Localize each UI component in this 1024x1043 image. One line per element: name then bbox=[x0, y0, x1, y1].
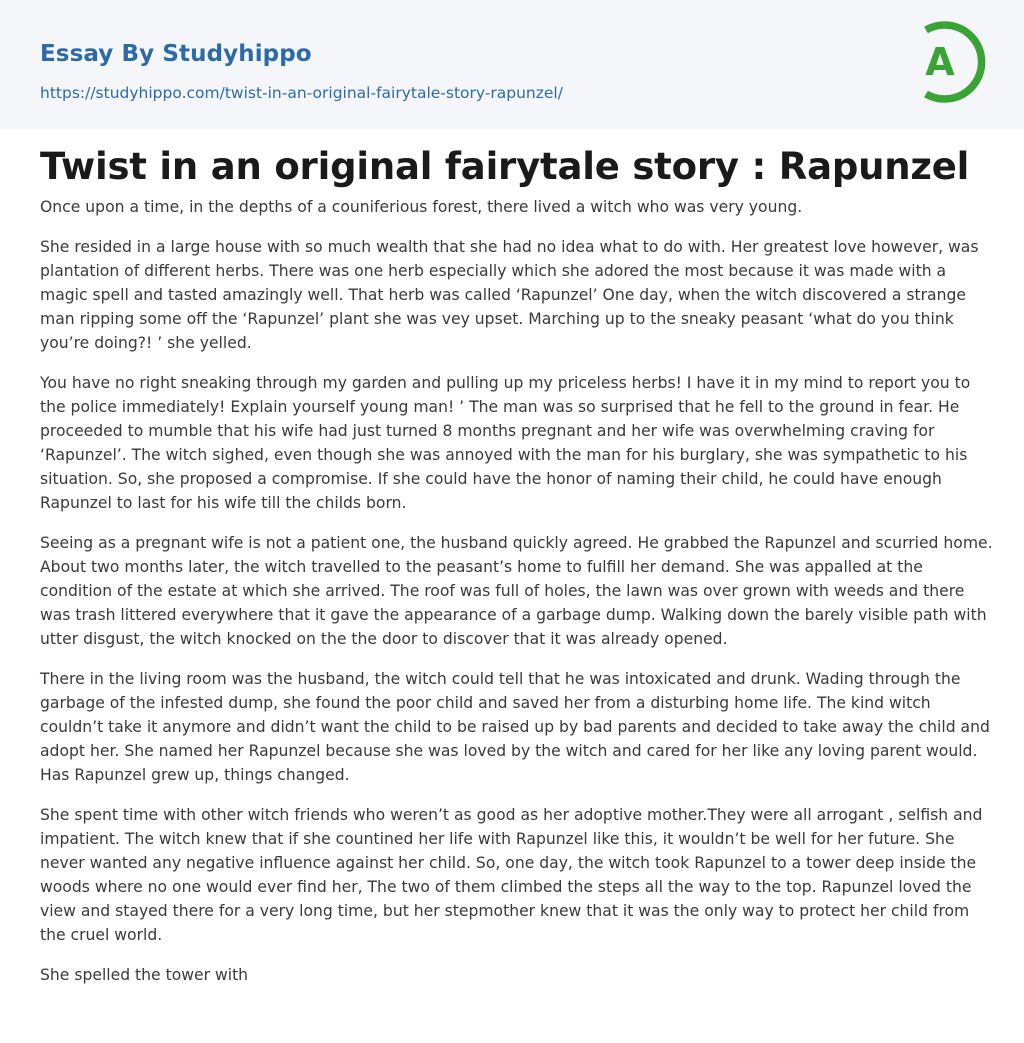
paragraph: She spent time with other witch friends who weren’t as good as her adoptive mother.They were all arrogant , selfish and impatient. The witch knew that if she countined her life with Rapunzel like this, it wouldn’t be well for her future. She never wanted any negative influence against her child. So, one day, the witch took Rapunzel to a tower deep inside the woods where no one would ever find her, The two of them climbed the steps all the way to the top. Rapunzel loved the view and stayed there for a very long time, but her stepmother knew that it was the only way to protect her child from the cruel world. bbox=[40, 806, 983, 944]
paragraph: You have no right sneaking through my garden and pulling up my priceless herbs! I have it in my mind to report you to the police immediately! Explain yourself young man! ’ The man was so surprised that he fell to the ground in fear. He proceeded to mumble that his wife had just turned 8 months pregnant and her wife was overwhelming craving for ‘Rapunzel’. The witch sighed, even though she was annoyed with the man for his burglary, she was sympathetic to his situation. So, she proposed a compromise. If she could have the honor of naming their child, he could have enough Rapunzel to last for his wife till the childs born. bbox=[40, 374, 971, 512]
paragraph: She spelled the tower with bbox=[40, 966, 249, 984]
paragraph: She resided in a large house with so much wealth that she had no idea what to do with. Her greatest love however, was plantation of different herbs. There was one herb especially which she adored the most because it was made with a magic spell and tasted amazingly well. That herb was called ‘Rapunzel’ One day, when the witch discovered a strange man ripping some off the ‘Rapunzel’ plant she was vey upset. Marching up to the sneaky peasant ‘what do you think you’re doing?! ’ she yelled. bbox=[40, 238, 979, 352]
paragraph: Seeing as a pregnant wife is not a patient one, the husband quickly agreed. He grabbed the Rapunzel and scurried home. About two months later, the witch travelled to the peasant’s home to fulfill her demand. She was appalled at the condition of the estate at which she arrived. The roof was full of holes, the lawn was over grown with weeds and there was trash littered everywhere that it gave the appearance of a garbage dump. Walking down the barely visible path with utter disgust, the witch knocked on the the door to discover that it was already opened. bbox=[40, 534, 993, 648]
logo-letter: A bbox=[925, 40, 955, 84]
paragraph: There in the living room was the husband, the witch could tell that he was intoxicated and drunk. Wading through the garbage of the infested dump, she found the poor child and saved her from a disturbing home life. The kind witch couldn’t take it anymore and didn’t want the child to be raised up by bad parents and decided to take away the child and adopt her. She named her Rapunzel because she was loved by the witch and cared for her like any loving parent would. Has Rapunzel grew up, things changed. bbox=[40, 670, 990, 784]
studyhippo-logo-icon[interactable] bbox=[912, 18, 988, 106]
article-body bbox=[40, 195, 995, 1003]
brand-title[interactable]: Essay By Studyhippo bbox=[40, 41, 312, 67]
essay-url-link[interactable]: https://studyhippo.com/twist-in-an-original-fairytale-story-rapunzel/ bbox=[40, 84, 563, 102]
site-header bbox=[0, 0, 1024, 129]
article-title: Twist in an original fairytale story : Rapunzel bbox=[40, 145, 970, 188]
paragraph: Once upon a time, in the depths of a couniferious forest, there lived a witch who was very young. bbox=[40, 198, 803, 216]
